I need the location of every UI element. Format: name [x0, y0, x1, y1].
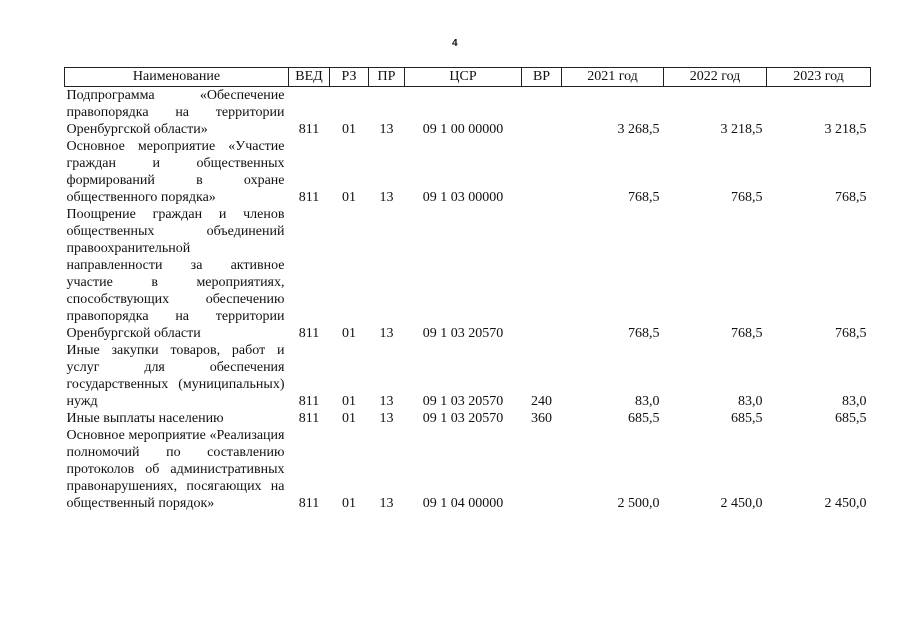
- table-row: [65, 342, 871, 410]
- row-2022: 83,0: [738, 394, 763, 409]
- row-2023: 83,0: [842, 394, 867, 409]
- row-rz: 01: [342, 190, 356, 205]
- header-csr: ЦСР: [405, 68, 522, 87]
- row-rz: 01: [342, 326, 356, 341]
- row-csr: 09 1 03 20570: [422, 394, 504, 409]
- row-2022: 3 218,5: [720, 122, 763, 137]
- row-ved: 811: [298, 496, 320, 511]
- row-name: Иные закупки товаров, работ и услуг для обеспечения государственных (муниципальных) нужд: [66, 343, 285, 409]
- row-rz: 01: [342, 394, 356, 409]
- row-name: Подпрограмма «Обеспечение правопорядка на территории Оренбургской области»: [66, 88, 285, 137]
- budget-table: [64, 67, 871, 512]
- row-pr: 13: [379, 190, 394, 205]
- row-ved: 811: [298, 394, 320, 409]
- header-2021: 2021 год: [562, 68, 664, 87]
- row-pr: 13: [379, 122, 394, 137]
- row-2023: 3 218,5: [824, 122, 867, 137]
- row-vr: 360: [531, 411, 552, 426]
- row-name: Основное мероприятие «Участие граждан и общественных формирований в охране общественного порядка»: [66, 139, 285, 205]
- row-csr: 09 1 04 00000: [422, 496, 504, 511]
- table-header-row: [65, 68, 871, 87]
- row-vr: 240: [531, 394, 552, 409]
- table-row: [65, 206, 871, 342]
- row-name: Поощрение граждан и членов общественных объединений правоохранительной направленности за активное участие в мероприятиях, способствующих обеспечению правопорядка на территории Оренбургской области: [66, 207, 285, 341]
- page-number: 4: [452, 38, 458, 49]
- table-row: [65, 410, 871, 427]
- row-csr: 09 1 03 20570: [422, 411, 504, 426]
- row-vr: [522, 206, 562, 342]
- row-2022: 768,5: [731, 190, 763, 205]
- header-rz: РЗ: [330, 68, 369, 87]
- row-2022: 2 450,0: [720, 496, 763, 511]
- row-2021: 83,0: [635, 394, 660, 409]
- row-vr: [522, 138, 562, 206]
- table-row: [65, 87, 871, 139]
- row-pr: 13: [379, 394, 394, 409]
- row-2021: 3 268,5: [617, 122, 660, 137]
- row-ved: 811: [298, 190, 320, 205]
- table-row: [65, 427, 871, 512]
- row-pr: 13: [379, 326, 394, 341]
- row-vr: [522, 427, 562, 512]
- table-row: [65, 138, 871, 206]
- row-rz: 01: [342, 122, 356, 137]
- header-ved: ВЕД: [289, 68, 330, 87]
- row-2021: 2 500,0: [617, 496, 660, 511]
- row-2021: 768,5: [628, 326, 660, 341]
- row-ved: 811: [298, 411, 320, 426]
- row-pr: 13: [379, 411, 394, 426]
- row-vr: [522, 87, 562, 139]
- row-csr: 09 1 00 00000: [422, 122, 504, 137]
- header-2023: 2023 год: [767, 68, 871, 87]
- header-name: Наименование: [65, 68, 289, 87]
- row-rz: 01: [342, 496, 356, 511]
- row-2021: 685,5: [628, 411, 660, 426]
- header-pr: ПР: [369, 68, 405, 87]
- row-ved: 811: [298, 122, 320, 137]
- header-2022: 2022 год: [664, 68, 767, 87]
- row-rz: 01: [342, 411, 356, 426]
- row-2021: 768,5: [628, 190, 660, 205]
- row-2023: 768,5: [835, 190, 867, 205]
- row-csr: 09 1 03 20570: [422, 326, 504, 341]
- row-ved: 811: [298, 326, 320, 341]
- row-name: Основное мероприятие «Реализация полномочий по составлению протоколов об административных правонарушениях, посягающих на общественный порядок»: [66, 428, 285, 511]
- row-pr: 13: [379, 496, 394, 511]
- row-2022: 685,5: [731, 411, 763, 426]
- row-2022: 768,5: [731, 326, 763, 341]
- row-2023: 768,5: [835, 326, 867, 341]
- header-vr: ВР: [522, 68, 562, 87]
- row-csr: 09 1 03 00000: [422, 190, 504, 205]
- row-2023: 2 450,0: [824, 496, 867, 511]
- row-name: Иные выплаты населению: [66, 411, 224, 426]
- row-2023: 685,5: [835, 411, 867, 426]
